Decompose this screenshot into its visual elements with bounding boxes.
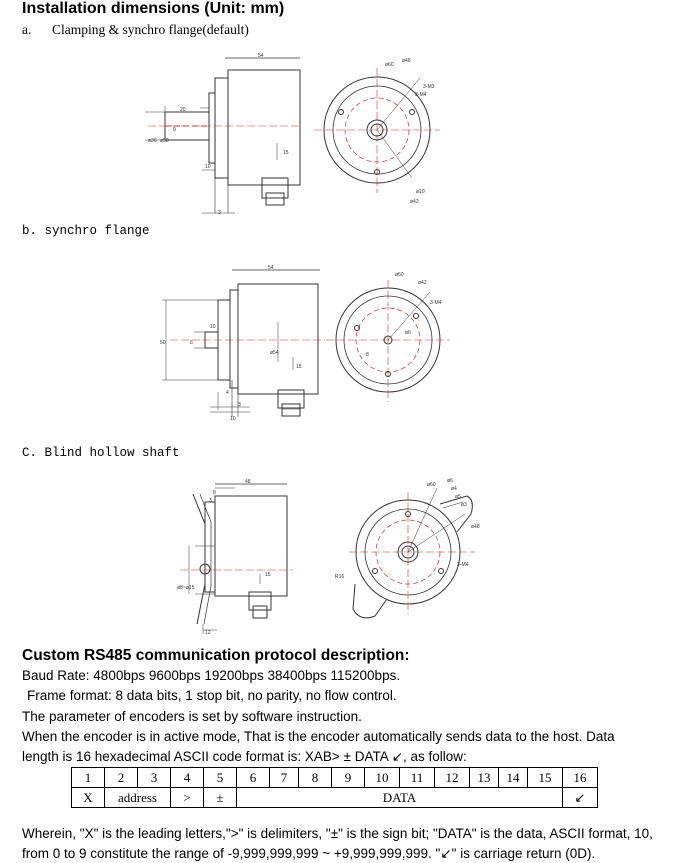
dim-c-2: 3 [209,498,212,504]
dim-b-9: ø60 [395,272,404,278]
dim-b-8: 10 [230,416,236,422]
dim-c-9: 3-M4 [457,562,469,568]
table-cell: 5 [204,768,237,788]
table-cell: 2 [105,768,138,788]
table-cell: ± [204,788,237,808]
table-cell: 1 [72,768,105,788]
diagram-b [150,262,450,427]
dim-b-7: 3 [238,402,241,408]
table-cell: 13 [470,768,499,788]
dim-c-8: R16 [335,574,345,580]
diagram-c [175,474,505,639]
wherein-text-1: Wherein, "X" is the leading letters,">" is delimiters, "±" is the sign bit; "DATA" is the data, ASCII format, 10, [22,826,653,841]
dim-c-5: 12 [205,630,211,636]
dim-a-6: ø36 [148,138,157,144]
dim-c-4: 15 [265,572,271,578]
dim-a-8: ø60 [385,62,394,68]
wherein-text-2: from 0 to 9 constitute the range of -9,999,999,999 ~ +9,999,999,999. "↙" is carriage return (0D). [22,846,596,861]
dim-b-10: ø42 [418,280,427,286]
dim-c-11: ø4 [451,486,457,492]
dim-b-3: 6 [190,340,193,346]
table-cell: ↙ [563,788,598,808]
active-mode-text-2: length is 16 hexadecimal ASCII code format is: XAB> ± DATA ↙, as follow: [22,749,467,764]
parameter-text: The parameter of encoders is set by software instruction. [22,709,362,724]
table-cell: 4 [171,768,204,788]
section-c-label: C. Blind hollow shaft [22,446,180,460]
table-cell: 9 [332,768,365,788]
dim-c-0: 48 [245,479,251,485]
diagram-a [140,48,450,218]
dim-b-12: 3-M4 [430,300,442,306]
dim-b-5: 15 [296,364,302,370]
dim-a-1: 20 [180,107,186,113]
protocol-table [71,767,598,808]
dim-b-1: 10 [210,324,216,330]
table-cell: DATA [237,788,563,808]
dim-b-11: ø6 [405,330,411,336]
table-cell: address [105,788,171,808]
dim-b-2: 50 [160,340,166,346]
table-cell: X [72,788,105,808]
active-mode-text-1: When the encoder is in active mode, That is the encoder automatically sends data to the host. Data [22,729,615,744]
dim-c-6: ø60 [427,482,436,488]
section-b-label: b. synchro flange [22,224,150,238]
dim-b-6: 4 [226,390,229,396]
table-data-row [72,788,598,808]
section-a-marker: a. [22,22,32,37]
dim-a-0: 54 [258,53,264,59]
table-cell: 10 [365,768,400,788]
page-title: Installation dimensions (Unit: mm) [22,0,285,17]
table-cell: 12 [435,768,470,788]
frame-format-text: Frame format: 8 data bits, 1 stop bit, no parity, no flow control. [27,688,397,703]
table-cell: 11 [400,768,435,788]
dim-a-13: ø42 [410,199,419,205]
dim-a-5: 3 [218,210,221,216]
table-header-row [72,768,598,788]
dim-a-10: 3-M4 [415,92,427,98]
table-cell: 15 [528,768,563,788]
dim-a-9: ø48 [402,58,411,64]
protocol-heading: Custom RS485 communication protocol description: [22,647,410,664]
dim-c-10: ø6 [447,478,453,484]
table-cell: 7 [270,768,299,788]
dim-c-1: 8 [213,490,216,496]
table-cell: 6 [237,768,270,788]
dim-c-13: ø3 [461,502,467,508]
dim-a-3: 10 [205,164,211,170]
dim-c-12: ø5 [455,494,461,500]
baud-rate-text: Baud Rate: 4800bps 9600bps 19200bps 38400bps 115200bps. [22,668,401,683]
dim-a-4: 15 [283,150,289,156]
dim-a-12: 3-M3 [423,84,435,90]
table-cell: > [171,788,204,808]
table-cell: 3 [138,768,171,788]
dim-b-4: ø54 [270,350,279,356]
section-a-label: Clamping & synchro flange(default) [52,22,249,37]
table-cell: 14 [499,768,528,788]
dim-c-3: ø8~ø15 [177,585,195,591]
dim-b-13: 8 [366,352,369,358]
dim-c-7: ø48 [471,524,480,530]
table-cell: 16 [563,768,598,788]
dim-b-0: 54 [268,265,274,271]
dim-a-7: ø58 [160,138,169,144]
dim-a-11: ø10 [416,189,425,195]
dim-a-2: 9 [173,127,176,133]
table-cell: 8 [299,768,332,788]
